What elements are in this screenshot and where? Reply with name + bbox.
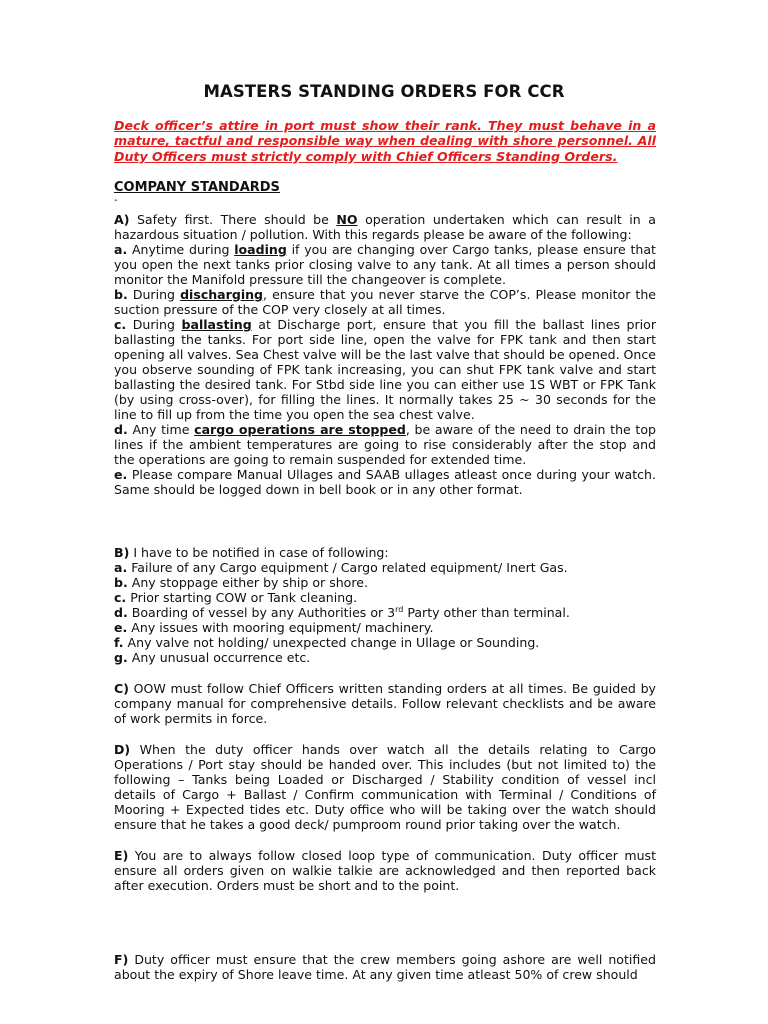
- section-e: [114, 848, 656, 893]
- item-letter: d.: [114, 605, 128, 620]
- section-b: [114, 545, 656, 665]
- item-letter: a.: [114, 560, 128, 575]
- item-text: Any valve not holding/ unexpected change in Ullage or Sounding.: [127, 635, 540, 650]
- section-a-intro: [114, 212, 656, 242]
- item-keyword: loading: [234, 242, 287, 257]
- item-letter: b.: [114, 287, 128, 302]
- section-a-item-b: [114, 287, 656, 317]
- section-b-item: [114, 650, 656, 665]
- section-e-label: E): [114, 848, 129, 863]
- item-letter: a.: [114, 242, 128, 257]
- item-text: Prior starting COW or Tank cleaning.: [130, 590, 358, 605]
- item-text-post: at Discharge port, ensure that you fill the ballast lines prior ballasting the tanks. For port side line, open the valve for FPK tank and then start opening all valves. Sea Chest valve will be the last valve that should be opened. Once you observe sounding of FPK tank increasing, you can shut FPK tank valve and start ballasting the desired tank. For Stbd side line you can either use 1S WBT or FPK Tank (by using cross-over), for filling the lines. It normally takes 25 ~ 30 seconds for the line to fill up from the time you open the sea chest valve.: [114, 317, 657, 422]
- section-b-item: [114, 605, 656, 620]
- item-text: Failure of any Cargo equipment / Cargo related equipment/ Inert Gas.: [131, 560, 568, 575]
- item-text-post: , be aware of the need to drain the top lines if the ambient temperatures are going to rise considerably after the stop and the operations are going to remain suspended for extended time.: [114, 422, 656, 467]
- item-text: Please compare Manual Ullages and SAAB ullages atleast once during your watch. Same should be logged down in bell book or in any other format.: [114, 467, 656, 497]
- item-text-pre: Any time: [132, 422, 190, 437]
- item-letter: c.: [114, 317, 127, 332]
- item-text-pre: Anytime during: [131, 242, 230, 257]
- section-f: [114, 952, 656, 982]
- section-e-text: You are to always follow closed loop type of communication. Duty officer must ensure all orders given on walkie talkie are acknowledged and then reported back after execution. Orders must be short and to the point.: [114, 848, 656, 893]
- section-d-paragraph: [114, 742, 656, 832]
- item-text-pre: During: [132, 317, 175, 332]
- ordinal-superscript: rd: [395, 604, 404, 614]
- section-a-text-1: Safety first. There should be: [136, 212, 329, 227]
- section-b-intro: [114, 545, 656, 560]
- item-letter: e.: [114, 620, 128, 635]
- section-b-text: I have to be notified in case of following:: [133, 545, 389, 560]
- stray-dash-mark: -: [114, 195, 118, 206]
- item-text: Any stoppage either by ship or shore.: [131, 575, 368, 590]
- item-text: Any issues with mooring equipment/ machinery.: [131, 620, 434, 635]
- item-keyword: cargo operations are stopped: [194, 422, 406, 437]
- item-letter: g.: [114, 650, 128, 665]
- section-heading-company-standards: COMPANY STANDARDS: [114, 180, 280, 195]
- section-a: [114, 212, 656, 497]
- section-b-item: [114, 560, 656, 575]
- section-c-paragraph: [114, 681, 656, 726]
- section-c-text: OOW must follow Chief Officers written standing orders at all times. Be guided by company manual for comprehensive details. Follow relevant checklists and be aware of work permits in force.: [114, 681, 656, 726]
- item-text-post: if you are changing over Cargo tanks, please ensure that you open the next tanks prior closing valve to any tank. At all times a person should monitor the Manifold pressure till the changeover is complete.: [114, 242, 656, 287]
- section-a-label: A): [114, 212, 130, 227]
- item-text-post: , ensure that you never starve the COP’s. Please monitor the suction pressure of the COP very closely at all times.: [114, 287, 656, 317]
- section-f-paragraph: [114, 952, 656, 982]
- item-letter: d.: [114, 422, 128, 437]
- item-text-pre: During: [132, 287, 175, 302]
- item-letter: f.: [114, 635, 124, 650]
- section-a-item-d: [114, 422, 656, 467]
- section-a-text-2: operation undertaken which can result in a hazardous situation / pollution. With this regards please be aware of the following:: [114, 212, 656, 242]
- item-keyword: discharging: [180, 287, 264, 302]
- item-letter: e.: [114, 467, 128, 482]
- item-text: Boarding of vessel by any Authorities or 3: [131, 605, 396, 620]
- section-a-item-c: [114, 317, 656, 422]
- section-f-text: Duty officer must ensure that the crew members going ashore are well notified about the expiry of Shore leave time. At any given time atleast 50% of crew should: [114, 952, 656, 982]
- item-keyword: ballasting: [181, 317, 252, 332]
- section-a-no-emphasis: NO: [336, 212, 358, 227]
- section-e-paragraph: [114, 848, 656, 893]
- item-text-2: Party other than terminal.: [403, 605, 570, 620]
- section-a-item-e: [114, 467, 656, 497]
- document-title: MASTERS STANDING ORDERS FOR CCR: [203, 82, 565, 101]
- section-d-text: When the duty officer hands over watch all the details relating to Cargo Operations / Port stay should be handed over. This includes (but not limited to) the following – Tanks being Loaded or Discharged / Stability condition of vessel incl details of Cargo + Ballast / Confirm communication with Terminal / Conditions of Mooring + Expected tides etc. Duty office who will be taking over the watch should ensure that he takes a good deck/ pumproom round prior taking over the watch.: [114, 742, 656, 832]
- section-b-item: [114, 620, 656, 635]
- intro-notice: Deck officer’s attire in port must show their rank. They must behave in a mature, tactful and responsible way when dealing with shore personnel. All Duty Officers must strictly comply with Chief Officers Standing Orders.: [114, 118, 656, 164]
- section-b-item: [114, 575, 656, 590]
- item-letter: c.: [114, 590, 127, 605]
- item-text: Any unusual occurrence etc.: [131, 650, 311, 665]
- section-d: [114, 742, 656, 832]
- section-b-label: B): [114, 545, 130, 560]
- section-c: [114, 681, 656, 726]
- section-f-label: F): [114, 952, 129, 967]
- section-a-item-a: [114, 242, 656, 287]
- section-b-item: [114, 590, 656, 605]
- section-c-label: C): [114, 681, 129, 696]
- section-b-item: [114, 635, 656, 650]
- item-letter: b.: [114, 575, 128, 590]
- section-d-label: D): [114, 742, 131, 757]
